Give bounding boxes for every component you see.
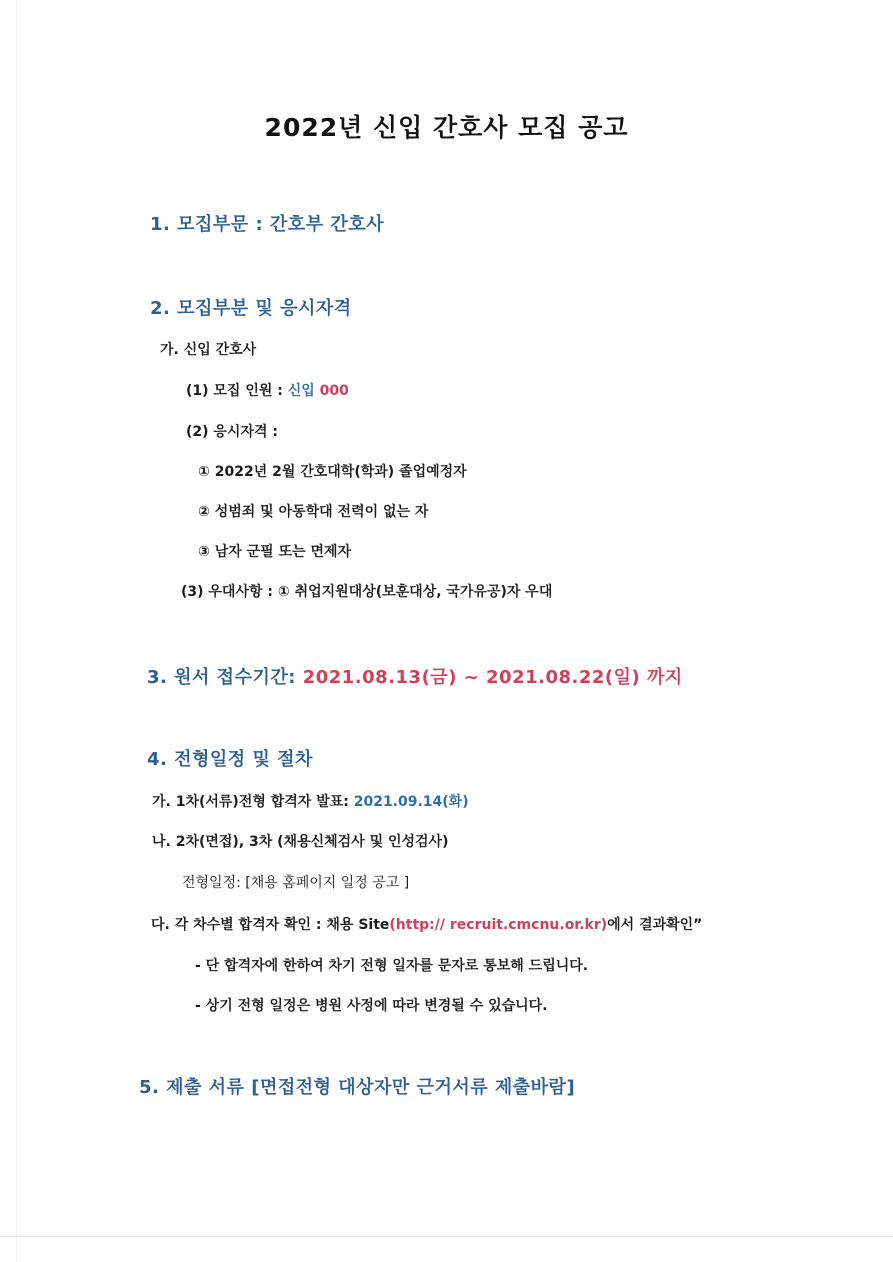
qualification-1: ① 2022년 2월 간호대학(학과) 졸업예정자 bbox=[198, 464, 467, 480]
section-5-heading: 5. 제출 서류 [면접전형 대상자만 근거서류 제출바람] bbox=[139, 1077, 576, 1098]
schedule-note: 전형일정: [채용 홈페이지 일정 공고 ] bbox=[182, 875, 410, 891]
section-1-heading: 1. 모집부문 : 간호부 간호사 bbox=[150, 214, 385, 235]
section-4-heading: 4. 전형일정 및 절차 bbox=[147, 749, 313, 770]
scan-bottom-edge bbox=[0, 1236, 893, 1237]
first-round-date: 2021.09.14(화) bbox=[353, 794, 469, 810]
scan-edge bbox=[16, 0, 17, 1262]
bullet-notice-2: - 상기 전형 일정은 병원 사정에 따라 변경될 수 있습니다. bbox=[195, 998, 548, 1014]
section-2-heading: 2. 모집부분 및 응시자격 bbox=[150, 298, 352, 319]
result-check-label: 다. 각 차수별 합격자 확인 : 채용 Site bbox=[151, 917, 390, 933]
qualification-2: ② 성범죄 및 아동학대 전력이 없는 자 bbox=[198, 504, 429, 520]
section-3-heading bbox=[147, 663, 683, 689]
preference: (3) 우대사항 : ① 취업지원대상(보훈대상, 국가유공)자 우대 bbox=[181, 584, 553, 600]
recruit-site-link[interactable]: (http:// recruit.cmcnu.or.kr) bbox=[389, 917, 608, 933]
recruit-count-number: 000 bbox=[319, 383, 349, 399]
page-title: 2022년 신입 간호사 모집 공고 bbox=[264, 113, 629, 142]
qualification-3: ③ 남자 군필 또는 면제자 bbox=[198, 544, 352, 560]
section-3-label: 3. 원서 접수기간: bbox=[147, 667, 303, 688]
second-third-round: 나. 2차(면접), 3차 (채용신체검사 및 인성검사) bbox=[152, 834, 449, 850]
recruit-count bbox=[186, 380, 349, 400]
application-period: 2021.08.13(금) ~ 2021.08.22(일) 까지 bbox=[302, 667, 683, 688]
result-check-tail: 에서 결과확인” bbox=[607, 917, 703, 933]
result-check bbox=[151, 914, 702, 934]
first-round-announcement bbox=[152, 791, 469, 811]
recruit-count-type: 신입 bbox=[287, 383, 320, 399]
qualification-label: (2) 응시자격 : bbox=[186, 424, 278, 440]
first-round-label: 가. 1차(서류)전형 합격자 발표: bbox=[152, 794, 354, 810]
bullet-notice-1: - 단 합격자에 한하여 차기 전형 일자를 문자로 통보해 드립니다. bbox=[195, 958, 589, 974]
section-2-sub-ga: 가. 신입 간호사 bbox=[160, 342, 257, 358]
recruit-count-label: (1) 모집 인원 : bbox=[186, 383, 288, 399]
